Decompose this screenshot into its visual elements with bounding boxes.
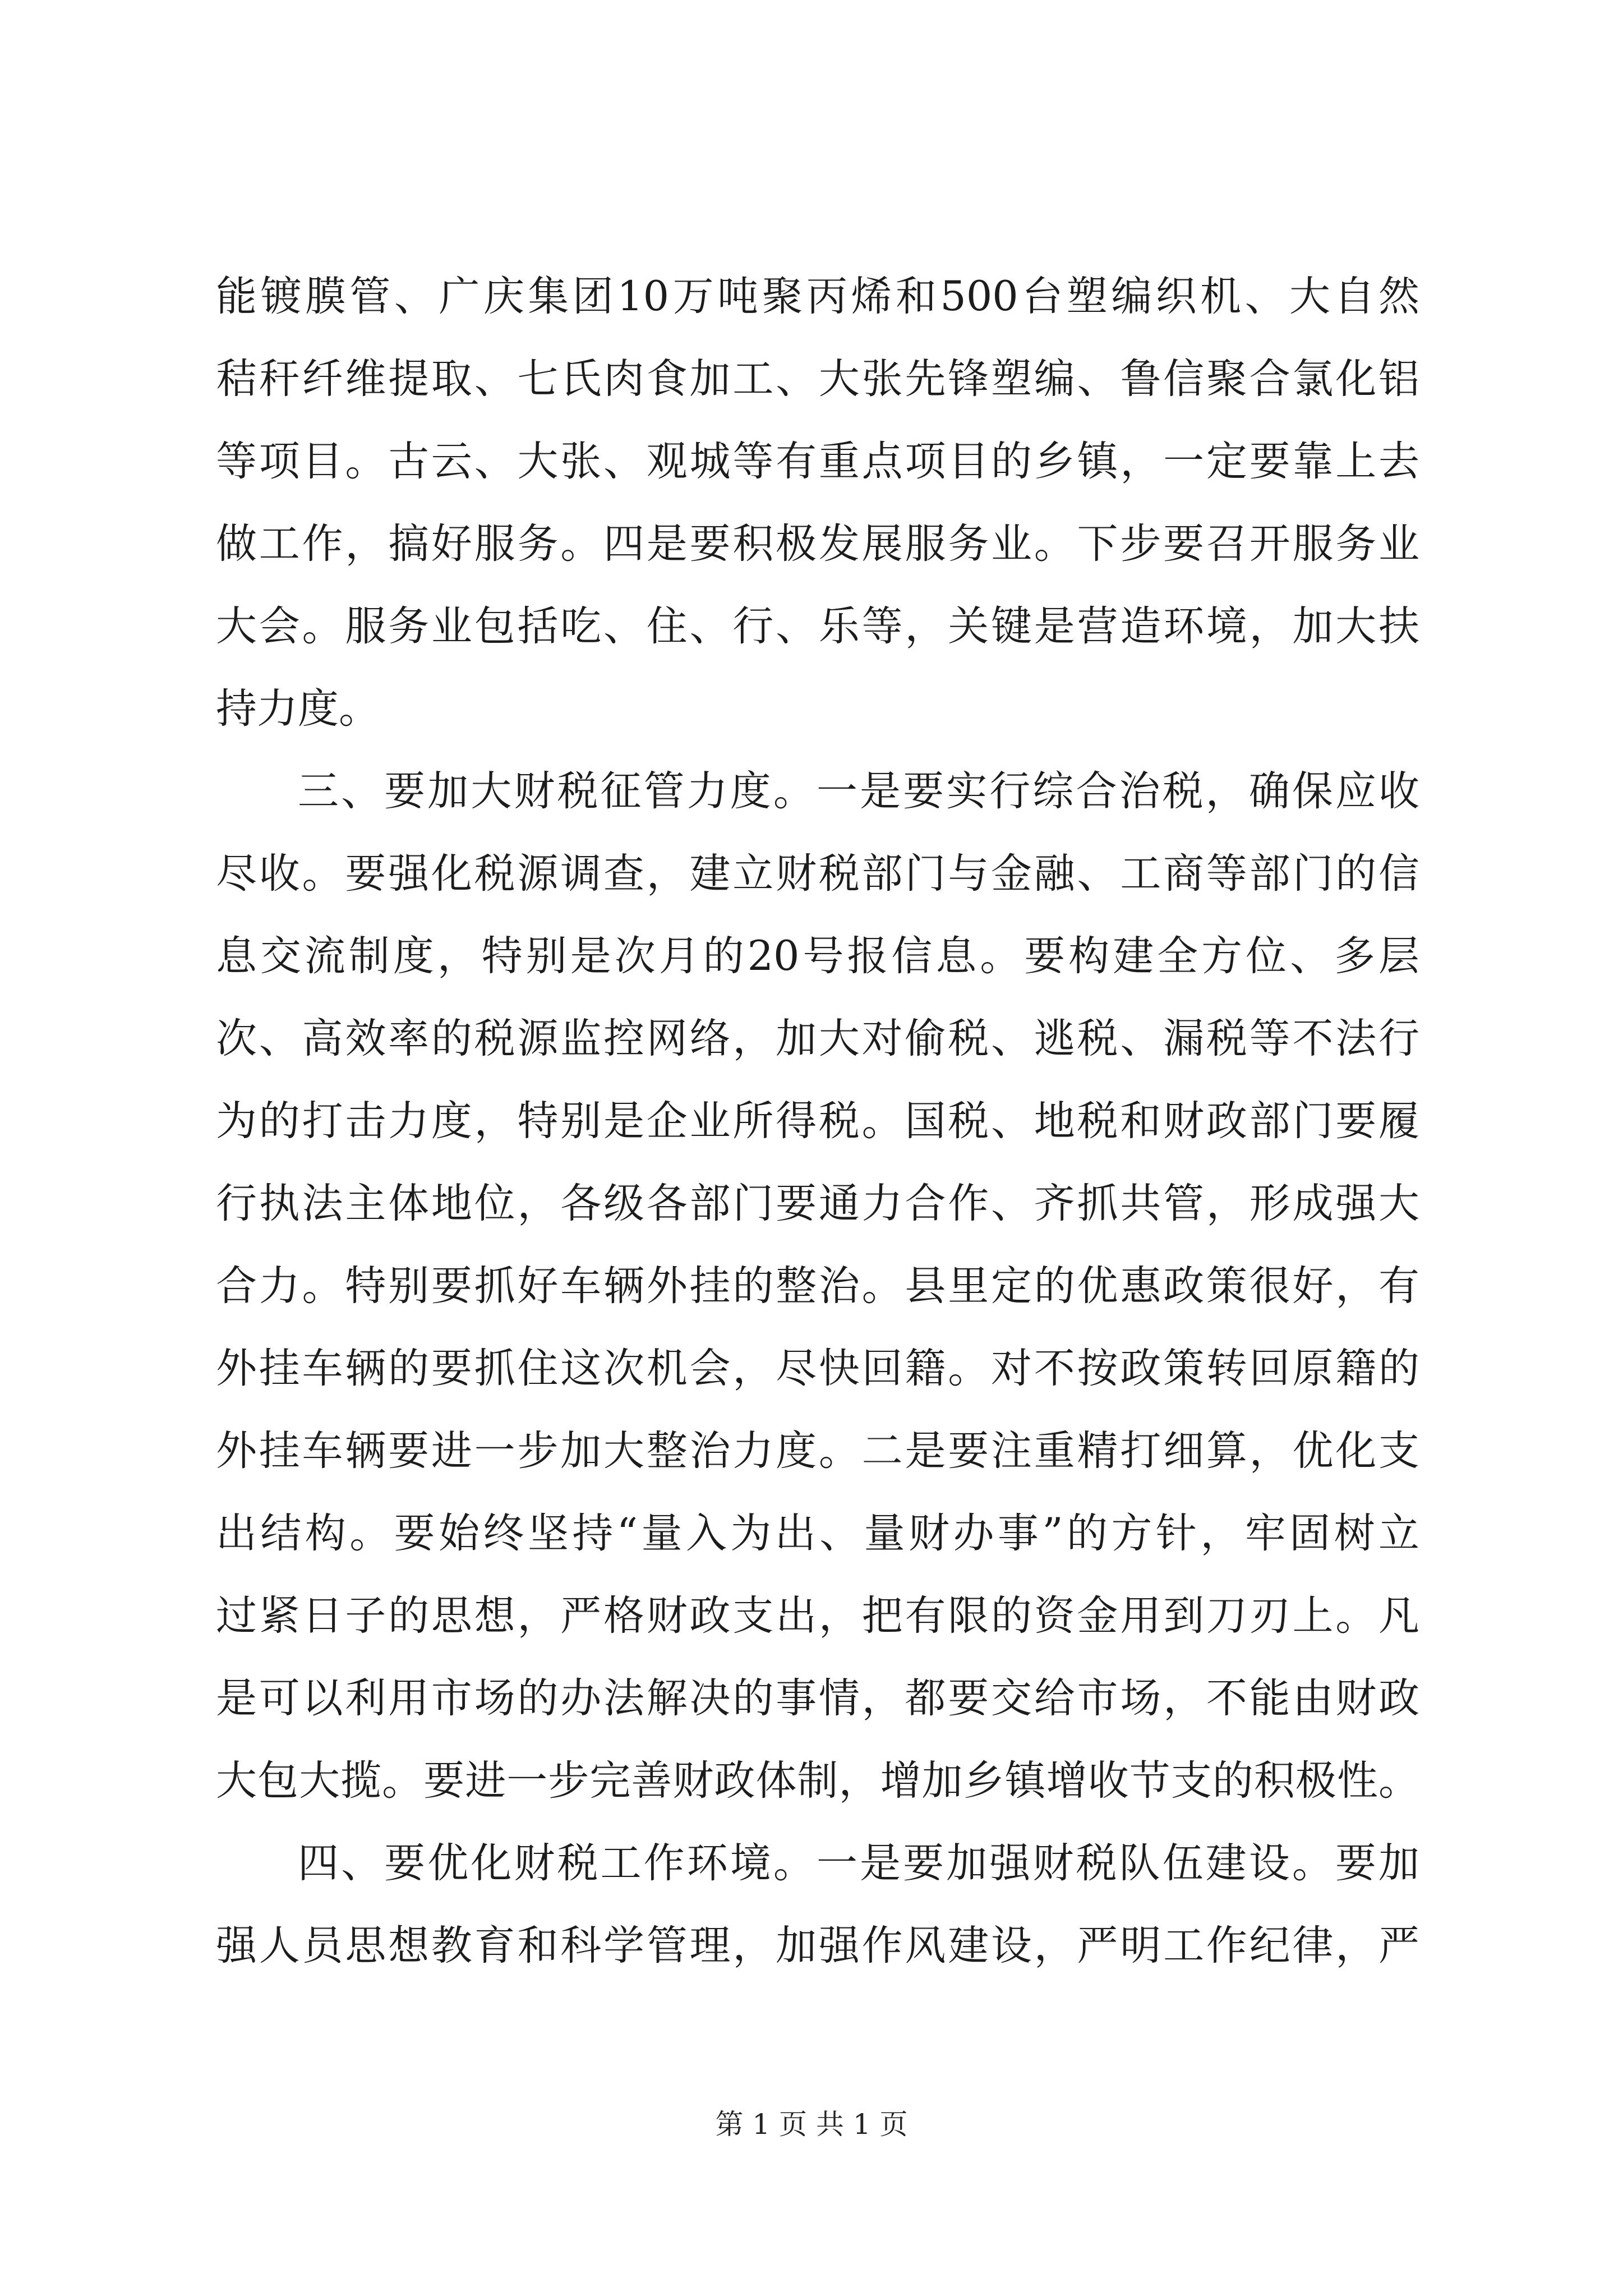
text-line: 秸秆纤维提取、七氏肉食加工、大张先锋塑编、鲁信聚合氯化铝 (216, 355, 1419, 403)
text-line: 过紧日子的思想，严格财政支出，把有限的资金用到刀刃上。凡 (216, 1592, 1419, 1640)
paragraph-continuation (216, 255, 1419, 750)
paragraph-section-four (216, 1822, 1419, 1987)
text-line: 大包大揽。要进一步完善财政体制，增加乡镇增收节支的积极性。 (216, 1757, 1419, 1805)
text-line: 息交流制度，特别是次月的20号报信息。要构建全方位、多层 (216, 932, 1419, 980)
text-line: 能镀膜管、广庆集团10万吨聚丙烯和500台塑编织机、大自然 (216, 273, 1419, 320)
text-line: 行执法主体地位，各级各部门要通力合作、齐抓共管，形成强大 (216, 1180, 1419, 1227)
document-body (216, 255, 1419, 1987)
text-line: 次、高效率的税源监控网络，加大对偷税、逃税、漏税等不法行 (216, 1015, 1419, 1062)
text-line: 出结构。要始终坚持“量入为出、量财办事”的方针，牢固树立 (216, 1510, 1419, 1557)
text-line: 持力度。 (216, 685, 380, 733)
text-line: 是可以利用市场的办法解决的事情，都要交给市场，不能由财政 (216, 1674, 1419, 1722)
page-footer (0, 2105, 1623, 2144)
text-line: 四、要优化财税工作环境。一是要加强财税队伍建设。要加 (298, 1839, 1419, 1887)
text-line: 外挂车辆的要抓住这次机会，尽快回籍。对不按政策转回原籍的 (216, 1345, 1419, 1392)
text-line: 外挂车辆要进一步加大整治力度。二是要注重精打细算，优化支 (216, 1427, 1419, 1475)
text-line: 合力。特别要抓好车辆外挂的整治。县里定的优惠政策很好，有 (216, 1262, 1419, 1310)
text-line: 为的打击力度，特别是企业所得税。国税、地税和财政部门要履 (216, 1097, 1419, 1145)
text-line: 三、要加大财税征管力度。一是要实行综合治税，确保应收 (298, 767, 1419, 815)
text-line: 尽收。要强化税源调查，建立财税部门与金融、工商等部门的信 (216, 850, 1419, 898)
text-line: 等项目。古云、大张、观城等有重点项目的乡镇，一定要靠上去 (216, 438, 1419, 485)
text-line: 做工作，搞好服务。四是要积极发展服务业。下步要召开服务业 (216, 520, 1419, 568)
text-line: 大会。服务业包括吃、住、行、乐等，关键是营造环境，加大扶 (216, 602, 1419, 650)
paragraph-section-three (216, 750, 1419, 1822)
page-number: 第 1 页 共 1 页 (715, 2108, 908, 2141)
text-line: 强人员思想教育和科学管理，加强作风建设，严明工作纪律，严 (216, 1922, 1419, 1970)
